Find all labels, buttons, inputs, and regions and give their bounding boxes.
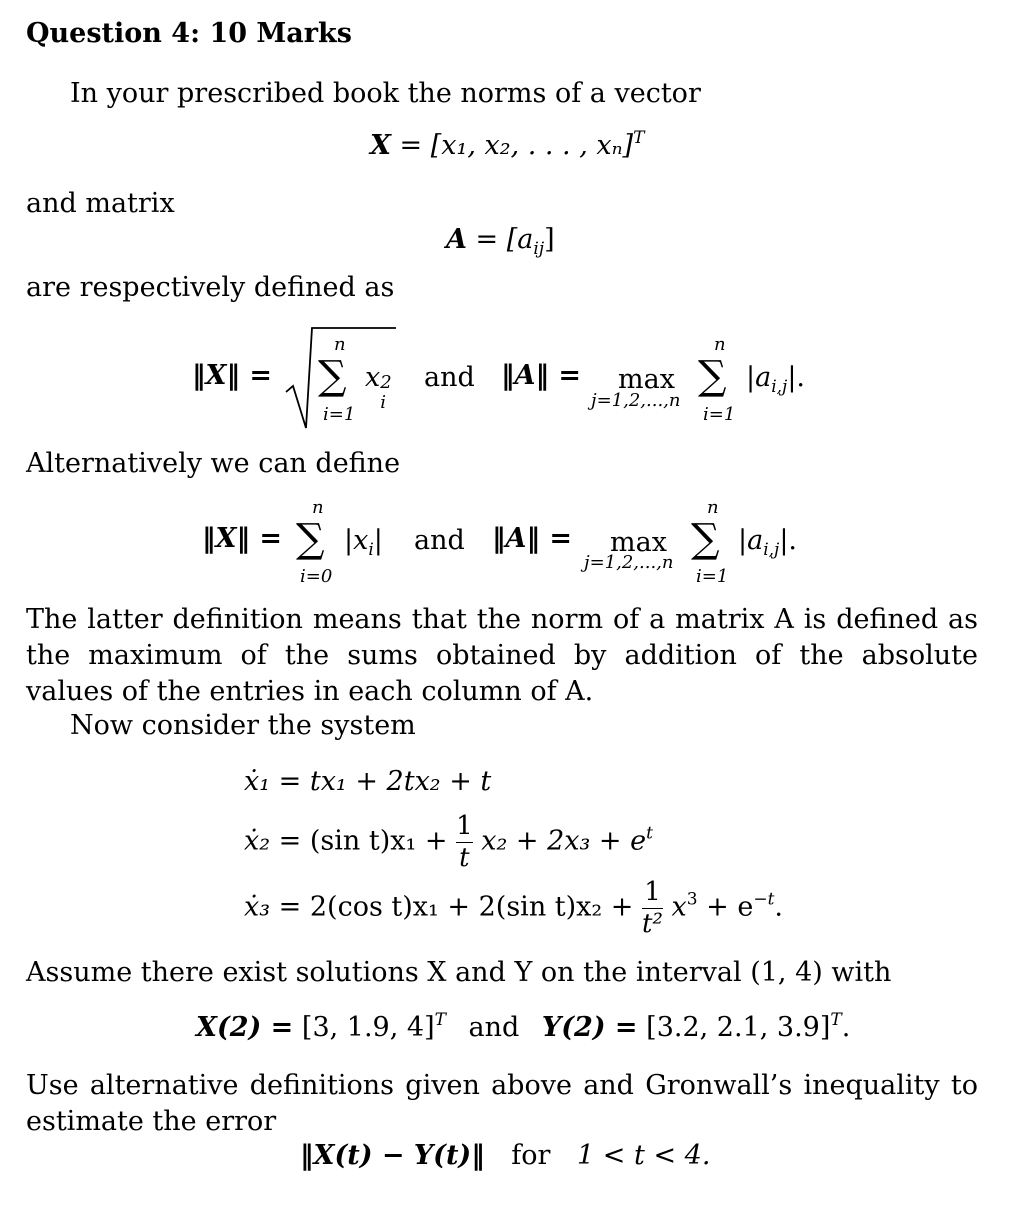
eq2-fraction: $\frac{1}{t}$ <box>456 811 473 873</box>
def2-sum-upper: n <box>312 497 324 518</box>
latter-definition-paragraph: The latter definition means that the norm of a matrix A is defined as the maximum of the sums obtained by addition of the absolute values of the entries in each column of A. <box>26 604 978 707</box>
vector-symbol: X <box>370 130 391 161</box>
def2-sum-term: $|x_i|$ <box>344 525 383 560</box>
def1-max: max <box>618 364 675 395</box>
def2-sigma2-icon: ∑ <box>691 516 720 562</box>
def1-sigma-icon: ∑ <box>318 353 347 399</box>
def2-sum2-term: $|a_{i,j}|$. <box>738 525 798 560</box>
assume-text: Assume there exist solutions X and Y on the interval (1, 4) with <box>26 957 892 988</box>
equals-sign: = <box>399 130 423 161</box>
def2-sum-lower: i=0 <box>300 566 333 587</box>
def2-sum2-lower: i=1 <box>696 566 729 587</box>
initial-conditions: X(2) = [3, 1.9, 4]$^T$ and Y(2) = [3.2, 2.1, 3.9]$^T$. <box>196 1010 851 1043</box>
def1-sigma2-icon: ∑ <box>698 353 727 399</box>
def1-sum2-term: $|a_{i,j}|$. <box>746 362 806 397</box>
matrix-body-open: [a <box>506 224 534 255</box>
alternatively-text: Alternatively we can define <box>26 448 401 479</box>
def2-norm-x: ‖X‖ = <box>202 523 282 554</box>
def2-max-sub: j=1,2,...,n <box>584 552 674 573</box>
matrix-body-close: ] <box>544 224 555 255</box>
error-expression: ‖X(t) − Y(t)‖ for 1 < t < 4. <box>300 1140 711 1171</box>
matrix-subscript: ij <box>533 239 545 259</box>
respectively-defined-text: are respectively defined as <box>26 272 395 303</box>
matrix-symbol: A <box>446 224 467 255</box>
equals-sign: = <box>475 224 499 255</box>
system-eq2: ẋ₂ = (sin t)x₁ + $\frac{1}{t}$ $x_2 + 2x_3 + e^t$ <box>244 811 653 873</box>
vector-body: [x₁, x₂, . . . , xₙ] <box>430 130 634 161</box>
def1-sum-term: x 2 i <box>365 362 392 413</box>
system-eq1: ẋ₁ = tx₁ + 2tx₂ + t <box>244 766 492 797</box>
now-consider-text: Now consider the system <box>70 710 416 741</box>
def1-and: and <box>424 362 475 393</box>
def1-norm-a: ‖A‖ = <box>501 360 581 391</box>
eq3-fraction: $\frac{1}{\text{t²}}$ <box>642 877 663 939</box>
intro-text: In your prescribed book the norms of a vector <box>70 78 701 109</box>
and-matrix-text: and matrix <box>26 188 175 219</box>
use-alternative-paragraph: Use alternative definitions given above and Gronwall’s inequality to estimate the error <box>26 1070 978 1137</box>
def2-sum2-upper: n <box>707 497 719 518</box>
question-heading: Question 4: 10 Marks <box>26 18 352 49</box>
def2-and: and <box>414 525 465 556</box>
def1-sum-lower: i=1 <box>323 404 356 425</box>
def2-norm-a: ‖A‖ = <box>492 523 572 554</box>
transpose-sup: T <box>633 128 645 148</box>
def2-sigma-icon: ∑ <box>296 516 325 562</box>
def1-norm-x: ‖X‖ = <box>192 360 272 391</box>
def1-sum-upper: n <box>334 334 346 355</box>
matrix-definition <box>446 224 555 259</box>
def1-sum2-upper: n <box>714 334 726 355</box>
system-eq3: ẋ₃ = 2(cos t)x₁ + 2(sin t)x₂ + $\frac{1}{\text{t²}}$ $x^3 + e^{-t}$. <box>244 877 784 939</box>
def1-max-sub: j=1,2,...,n <box>591 390 681 411</box>
def2-max: max <box>610 527 667 558</box>
def1-sum2-lower: i=1 <box>703 404 736 425</box>
vector-definition <box>370 130 644 162</box>
